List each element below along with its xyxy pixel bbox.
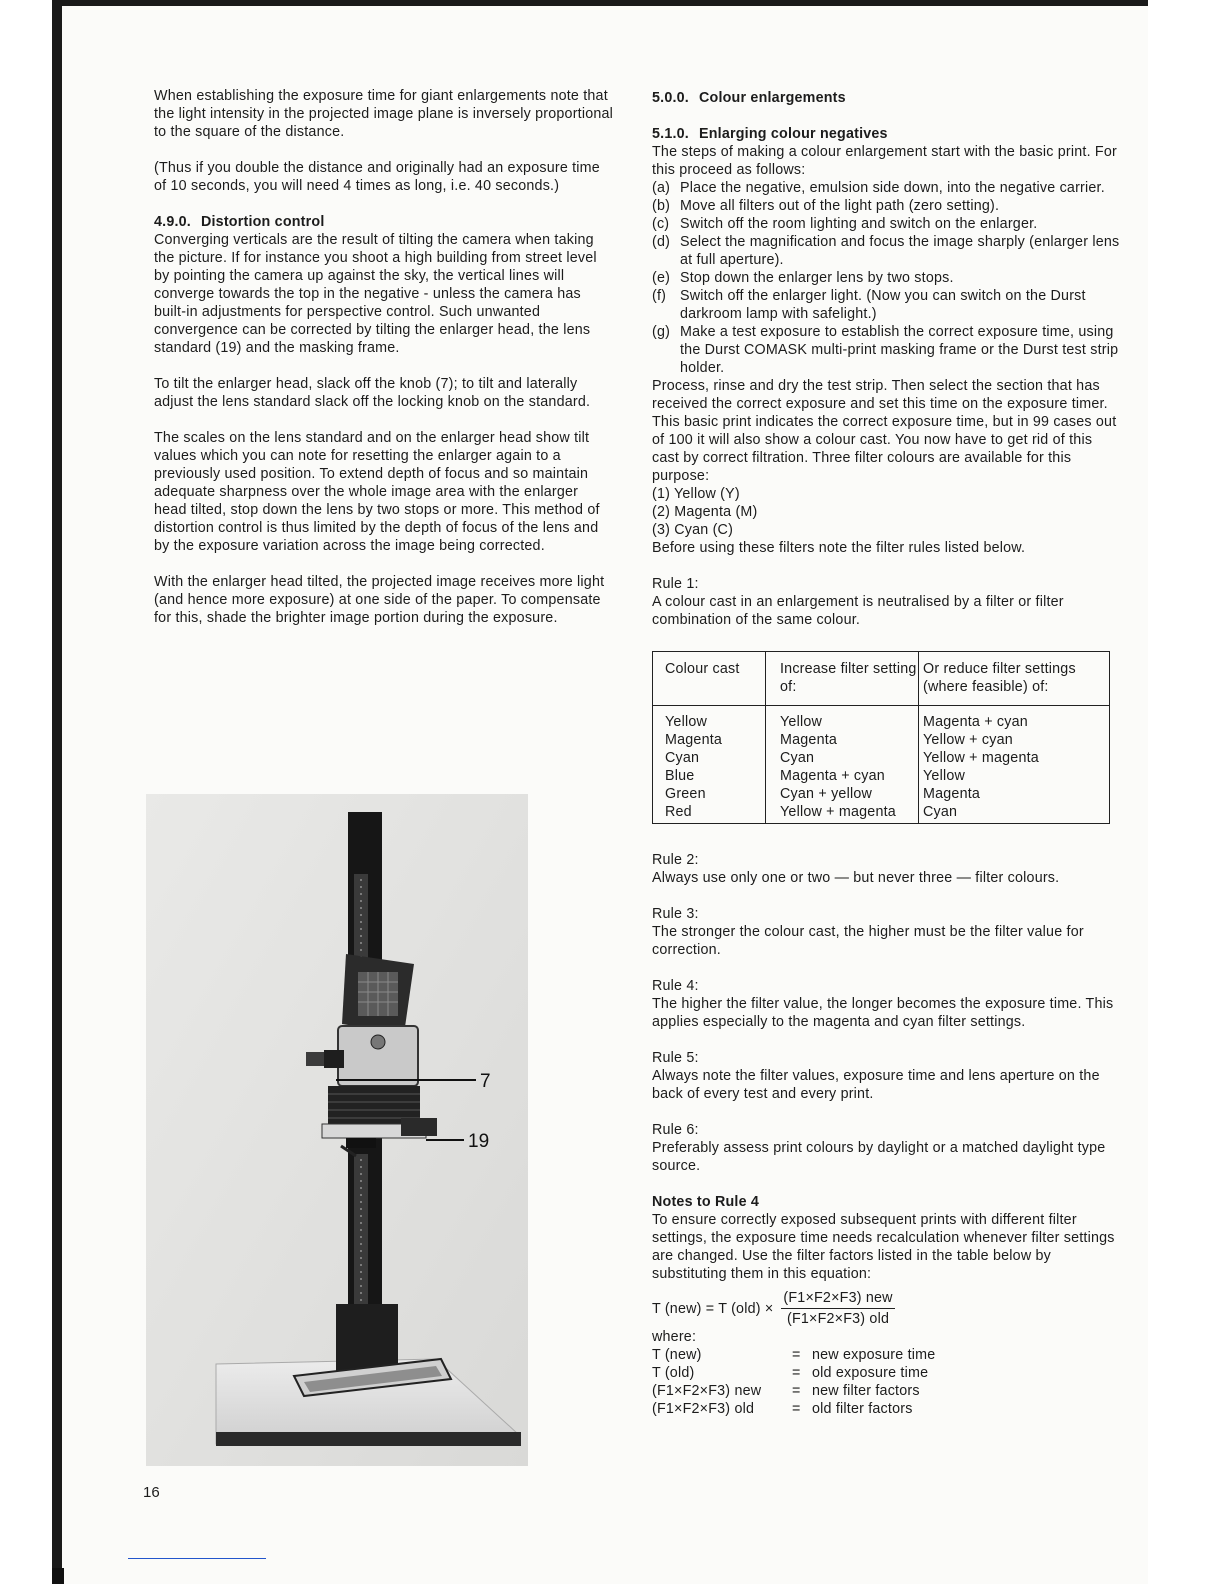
list-text: Place the negative, emulsion side down, into the negative carrier. <box>680 180 1105 196</box>
definition-text: old exposure time <box>812 1365 929 1381</box>
subsection-number: 5.1.0. <box>652 126 689 142</box>
rule-text: The higher the filter value, the longer becomes the exposure time. This applies especially to the magenta and cyan filter settings. <box>652 996 1114 1030</box>
definition-term: (F1×F2×F3) old <box>652 1401 755 1417</box>
definition-equals: = <box>792 1401 801 1417</box>
table-cell: Magenta <box>766 731 919 749</box>
table-cell: Yellow + magenta <box>766 803 919 823</box>
definition-term: T (new) <box>652 1347 702 1363</box>
left-column <box>154 87 614 627</box>
list-item <box>652 197 1122 215</box>
table-cell: Magenta + cyan <box>766 767 919 785</box>
example-paragraph: (Thus if you double the distance and originally had an exposure time of 10 seconds, you will need 4 times as long, i.e. 40 seconds.) <box>154 160 600 194</box>
table-cell: Yellow <box>653 706 766 732</box>
scan-border-left <box>52 0 62 1584</box>
table-cell: Red <box>653 803 766 823</box>
section-number: 4.9.0. <box>154 214 191 230</box>
list-item <box>652 323 1122 377</box>
section-heading-distortion <box>154 213 614 231</box>
corner-mark <box>52 1568 64 1584</box>
notes-paragraph: To ensure correctly exposed subsequent prints with different filter settings, the exposure time needs recalculation whenever filter settings are changed. Use the filter factors listed in the table below by substituting them in this equation: <box>652 1212 1115 1282</box>
table-cell: Cyan <box>766 749 919 767</box>
list-marker: (c) <box>652 216 670 232</box>
table-cell: Cyan <box>653 749 766 767</box>
rule-label: Rule 2: <box>652 852 699 868</box>
bottom-underline <box>128 1558 266 1559</box>
subsection-heading-negatives <box>652 125 1122 143</box>
definition-equals: = <box>792 1347 801 1363</box>
table-header: Colour cast <box>653 652 766 706</box>
page-number: 16 <box>143 1484 160 1501</box>
table-cell: Yellow + magenta <box>923 750 1039 766</box>
rule-label: Rule 1: <box>652 576 699 592</box>
exposure-equation <box>652 1289 1122 1328</box>
definition-term: T (old) <box>652 1365 695 1381</box>
list-marker: (g) <box>652 324 671 340</box>
table-cell: Green <box>653 785 766 803</box>
list-text: Select the magnification and focus the image sharply (enlarger lens at full aperture). <box>680 234 1120 268</box>
filter-item: (1) Yellow (Y) <box>652 486 740 502</box>
table-cell: Yellow + cyan <box>923 732 1013 748</box>
tilt-paragraph: To tilt the enlarger head, slack off the knob (7); to tilt and laterally adjust the lens standard slack off the locking knob on the standard. <box>154 376 591 410</box>
callout-label-7: 7 <box>480 1071 491 1092</box>
table-cell: Magenta + cyan <box>923 714 1028 730</box>
distortion-paragraph: Converging verticals are the result of tilting the camera when taking the picture. If for instance you shoot a high building from street level by pointing the camera up against the sky, the vertical lines will converge towards the top in the negative - unless the camera has built-in adjustments for perspective control. Such unwanted convergence can be corrected by tilting the enlarger head, the lens standard (19) and the masking frame. <box>154 232 597 356</box>
rule-label: Rule 4: <box>652 978 699 994</box>
table-header-row <box>653 652 1109 706</box>
section-number: 5.0.0. <box>652 90 689 106</box>
rule-text: Preferably assess print colours by daylight or a matched daylight type source. <box>652 1140 1106 1174</box>
list-text: Switch off the room lighting and switch on the enlarger. <box>680 216 1038 232</box>
definitions-list <box>652 1346 1122 1418</box>
table-cell: Cyan + yellow <box>766 785 919 803</box>
table-cell: Cyan <box>923 804 958 820</box>
list-text: Switch off the enlarger light. (Now you can switch on the Durst darkroom lamp with safelight.) <box>680 288 1086 322</box>
subsection-title: Enlarging colour negatives <box>698 126 888 142</box>
scan-margin-left <box>0 0 52 1584</box>
rule-label: Rule 6: <box>652 1122 699 1138</box>
tilted-head-paragraph: With the enlarger head tilted, the projected image receives more light (and hence more exposure) at one side of the paper. To compensate for this, shade the brighter image portion during the exposure. <box>154 574 605 626</box>
steps-list <box>652 179 1122 377</box>
list-text: Stop down the enlarger lens by two stops. <box>680 270 954 286</box>
table-cell: Magenta <box>653 731 766 749</box>
rule-label: Rule 3: <box>652 906 699 922</box>
list-marker: (d) <box>652 234 671 250</box>
list-marker: (e) <box>652 270 671 286</box>
list-item <box>652 269 1122 287</box>
enlarger-photo <box>146 794 528 1466</box>
section-title: Colour enlargements <box>698 90 846 106</box>
list-item <box>652 215 1122 233</box>
colour-cast-table <box>652 651 1110 824</box>
definition-text: old filter factors <box>812 1401 913 1417</box>
table-row <box>653 803 1109 823</box>
table-cell: Blue <box>653 767 766 785</box>
definition-equals: = <box>792 1383 801 1399</box>
rule-text: A colour cast in an enlargement is neutralised by a filter or filter combination of the same colour. <box>652 594 1064 628</box>
definition-text: new exposure time <box>812 1347 936 1363</box>
right-column <box>652 89 1122 1418</box>
after-steps-paragraph: Process, rinse and dry the test strip. Then select the section that has received the correct exposure and set this time on the exposure timer. This basic print indicates the correct exposure time, but in 99 cases out of 100 it will also show a colour cast. You now have to get rid of this cast by correct filtration. Three filter colours are available for this purpose: <box>652 378 1117 484</box>
equation-denominator: (F1×F2×F3) old <box>786 1311 890 1327</box>
rule-label: Rule 5: <box>652 1050 699 1066</box>
table-row <box>653 785 1109 803</box>
where-label: where: <box>652 1329 697 1345</box>
rule-text: Always note the filter values, exposure time and lens aperture on the back of every test and every print. <box>652 1068 1100 1102</box>
table-header: Or reduce filter settings (where feasible) of: <box>919 652 1110 706</box>
table-header: Increase filter setting of: <box>766 652 919 706</box>
section-title: Distortion control <box>200 214 325 230</box>
list-item <box>652 179 1122 197</box>
list-item <box>652 287 1122 323</box>
scan-margin-right <box>1148 0 1224 1584</box>
rule-text: The stronger the colour cast, the higher must be the filter value for correction. <box>652 924 1084 958</box>
table-row <box>653 731 1109 749</box>
list-text: Make a test exposure to establish the correct exposure time, using the Durst COMASK multi-print masking frame or the Durst test strip holder. <box>680 324 1119 376</box>
section-heading-colour <box>652 89 1122 107</box>
notes-heading: Notes to Rule 4 <box>652 1194 760 1210</box>
list-marker: (b) <box>652 198 671 214</box>
equation-fraction <box>781 1289 894 1328</box>
list-marker: (a) <box>652 180 671 196</box>
rule-text: Always use only one or two — but never three — filter colours. <box>652 870 1060 886</box>
filter-item: (2) Magenta (M) <box>652 504 758 520</box>
list-marker: (f) <box>652 288 667 304</box>
filter-item: (3) Cyan (C) <box>652 522 734 538</box>
list-item <box>652 233 1122 269</box>
scan-border-top <box>62 0 1150 6</box>
table-cell: Magenta <box>923 786 981 802</box>
definition-term: (F1×F2×F3) new <box>652 1383 762 1399</box>
table-cell: Yellow <box>923 768 966 784</box>
definition-equals: = <box>792 1365 801 1381</box>
table-row <box>653 749 1109 767</box>
definition-text: new filter factors <box>812 1383 920 1399</box>
callout-label-19: 19 <box>468 1131 490 1152</box>
table-row <box>653 706 1109 732</box>
scales-paragraph: The scales on the lens standard and on the enlarger head show tilt values which you can note for resetting the enlarger again to a previously used position. To extend depth of focus and so maintain adequate sharpness over the whole image area with the enlarger head tilted, stop down the lens by two stops or more. This method of distortion control is thus limited by the depth of focus of the lens and by the exposure variation across the image being corrected. <box>154 430 600 554</box>
before-rules-paragraph: Before using these filters note the filter rules listed below. <box>652 540 1026 556</box>
intro-paragraph: When establishing the exposure time for giant enlargements note that the light intensity in the projected image plane is inversely proportional to the square of the distance. <box>154 88 614 140</box>
table-row <box>653 767 1109 785</box>
equation-numerator: (F1×F2×F3) new <box>781 1289 894 1309</box>
table-cell: Yellow <box>766 706 919 732</box>
list-text: Move all filters out of the light path (zero setting). <box>680 198 1000 214</box>
intro-paragraph: The steps of making a colour enlargement start with the basic print. For this proceed as follows: <box>652 144 1117 178</box>
equation-lhs: T (new) = T (old) × <box>652 1300 774 1317</box>
